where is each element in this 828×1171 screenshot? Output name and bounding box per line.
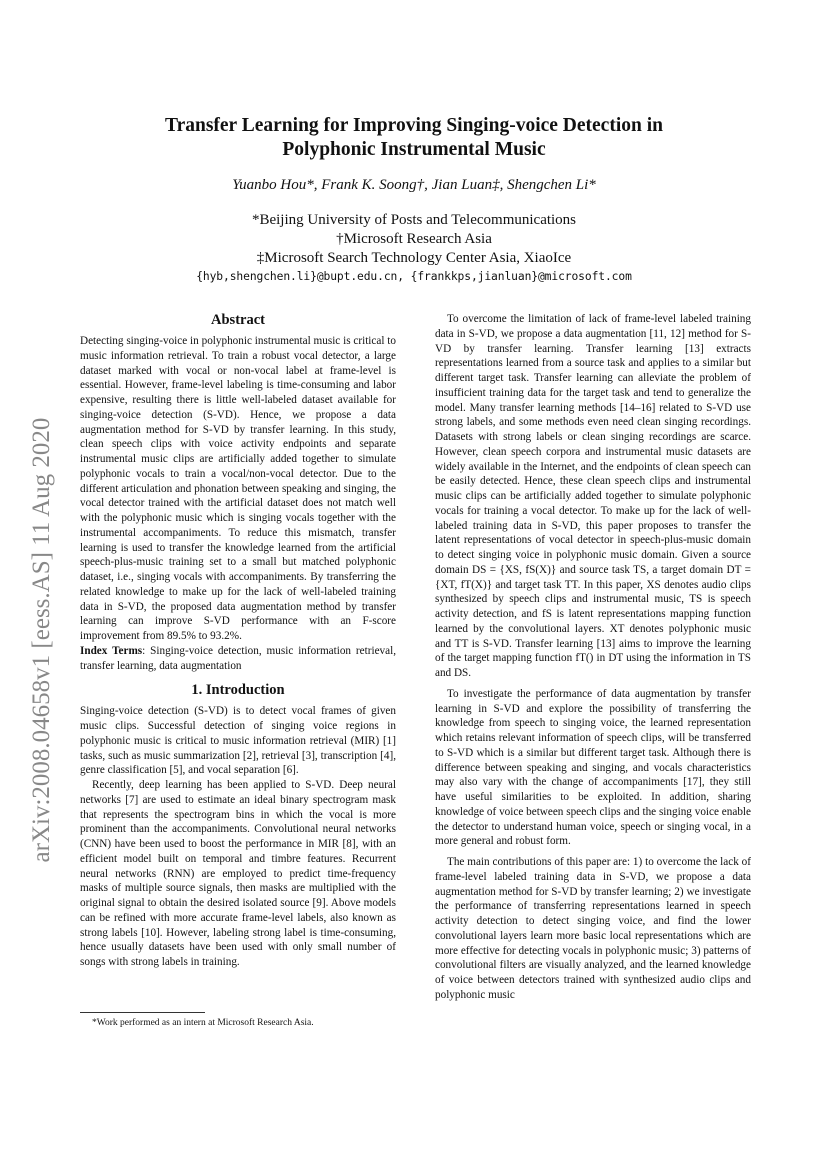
- intro-paragraph-1: Singing-voice detection (S-VD) is to detect vocal frames of given music clips. Successful detection of singing voice regions in polyphonic music is critical to music information retrieval (MIR) [1] tasks, such as music summarization [2], retrieval [3], transcription [4], genre classification [5], and vocal separation [6].: [80, 705, 396, 777]
- abstract-heading: Abstract: [211, 312, 265, 328]
- abstract-text: Detecting singing-voice in polyphonic instrumental music is critical to music information retrieval. To train a robust vocal detector, a large dataset marked with vocal or non-vocal label at frame-level is essential. However, frame-level labeling is time-consuming and labor expensive, resulting there is little well-labeled dataset available for singing-voice detection (S-VD). Hence, we propose a data augmentation method for S-VD by transfer learning. In this study, clean speech clips with voice activity endpoints and separate instrumental music clips are artificially added together to simulate polyphonic vocals to train a vocal/non-vocal detector. Due to the different articulation and phonation between speaking and singing, the vocal detector trained with the artificial dataset does not match well with the polyphonic music which is singing vocals together with the instrumental accompaniments. To reduce this mismatch, transfer learning is used to transfer the knowledge learned from the artificial speech-plus-music training set to a small but matched polyphonic dataset, i.e., singing vocals with accompaniments. By transferring the related knowledge to make up for the lack of well-labeled training data in S-VD, the proposed data augmentation method by transfer learning can improve S-VD performance with an F-score improvement from 89.5% to 93.2%.: [80, 335, 396, 642]
- intro-heading: 1. Introduction: [191, 682, 285, 699]
- title-line-2: Polyphonic Instrumental Music: [282, 139, 546, 160]
- authors: Yuanbo Hou*, Frank K. Soong†, Jian Luan‡, Shengchen Li*: [232, 177, 596, 193]
- left-column: [80, 312, 396, 970]
- arxiv-stamp-text: arXiv:2008.04658v1 [eess.AS] 11 Aug 2020: [28, 417, 55, 863]
- index-terms-label: Index Terms: [80, 644, 143, 657]
- right-paragraph-3: The main contributions of this paper are: 1) to overcome the lack of frame-level labeled training data in S-VD, we propose a data augmentation method for S-VD by transfer learning; 2) we investigate the performance of transferring representations learned in speech activity detection to detect singing voice, and find the lower convolutional layers learn more basic local representations which are more effective for detecting vocals in polyphonic music; 3) patterns of convolutional filters are visually analyzed, and the learned knowledge of voice between detectors trained with synthesized audio clips and polyphonic music: [435, 856, 751, 1001]
- arxiv-stamp: [26, 360, 58, 920]
- index-terms-text: : Singing-voice detection, music information retrieval, transfer learning, data augmentation: [80, 644, 396, 672]
- footnote-rule: [80, 1012, 205, 1013]
- right-paragraph-1: To overcome the limitation of lack of frame-level labeled training data in S-VD, we propose a data augmentation [11, 12] method for S-VD by transfer learning. Transfer learning [13] extracts representations learned from a source task and applies to a similar but different target task. Transfer learning can alleviate the problem of insufficient training data for the target task and tend to generalize the model. Many transfer learning methods [14–16] related to S-VD use strong labels, and some methods even need clean singing recordings. Datasets with strong labels or clean singing recordings are scarce. However, clean speech corpora and instrumental music datasets are widely available in the Internet, and the endpoints of clean speech can be easily detected. Hence, these clean speech clips and instrumental music clips can be artificially added together to simulate polyphonic vocals for training a vocal detector. To make up for the lack of well-labeled training data in S-VD, this paper proposes to transfer the latent representations of vocal detector in speech-plus-music domain to detect singing voice in polyphonic music domain. Given a source domain DS = {XS, fS(X)} and source task TS, a target domain DT = {XT, fT(X)} and target task TT. In this paper, XS denotes audio clips synthesized by speech clips and instrumental music, TS is speech activity detection, and fS is latent representations mapping function learned by the convolutional layers. XT denotes polyphonic music and TT is S-VD. Transfer learning [13] aims to improve the learning of the target mapping function fT() in DT using the information in TS and DS.: [435, 313, 751, 679]
- right-column: [435, 312, 751, 1003]
- right-paragraph-2: To investigate the performance of data augmentation by transfer learning in S-VD and explore the possibility of transferring the knowledge from speech to singing voice, the learned representation which retains relevant information of speech clips, will be transferred to S-VD which is a similar but different target task. Although there is difference between speaking and singing, and vocals characteristics may also vary with the change of accompaniments [17], they still have useful similarities to be exploited. In addition, sharing knowledge of voice between speech clips and the singing voice enable the detector to understand human voice, speech or singing vocal, in a more general and robust form.: [435, 687, 751, 848]
- author-emails: {hyb,shengchen.li}@bupt.edu.cn, {frankkps,jianluan}@microsoft.com: [196, 270, 632, 283]
- intro-paragraph-2: Recently, deep learning has been applied to S-VD. Deep neural networks [7] are used to estimate an ideal binary spectrogram mask that represents the spectrogram bins in which the vocal is more prominent than the accompaniments. Convolutional neural networks (CNN) have been used to boost the performance in MIR [8], with an efficient model built on temporal and timbre features. Recurrent neural networks (RNN) are employed to predict time-frequency masks of multiple source signals, then masks are multiplied with the original signal to obtain the desired isolated source [9]. Above models can be refined with more accurate frame-level labels, also known as strong labels [10]. However, labeling strong label is time-consuming, hence usually datasets have been used with only small number of songs with strong labels in training.: [80, 779, 396, 968]
- affiliation-1: *Beijing University of Posts and Telecommunications: [251, 212, 577, 228]
- paper-title: [100, 114, 728, 162]
- footnote: *Work performed as an intern at Microsoft Research Asia.: [92, 1018, 314, 1028]
- title-line-1: Transfer Learning for Improving Singing-voice Detection in: [165, 115, 663, 136]
- affiliation-2: †Microsoft Research Asia: [336, 231, 492, 247]
- index-terms: [80, 644, 396, 674]
- affiliation-3: ‡Microsoft Search Technology Center Asia, XiaoIce: [256, 250, 572, 266]
